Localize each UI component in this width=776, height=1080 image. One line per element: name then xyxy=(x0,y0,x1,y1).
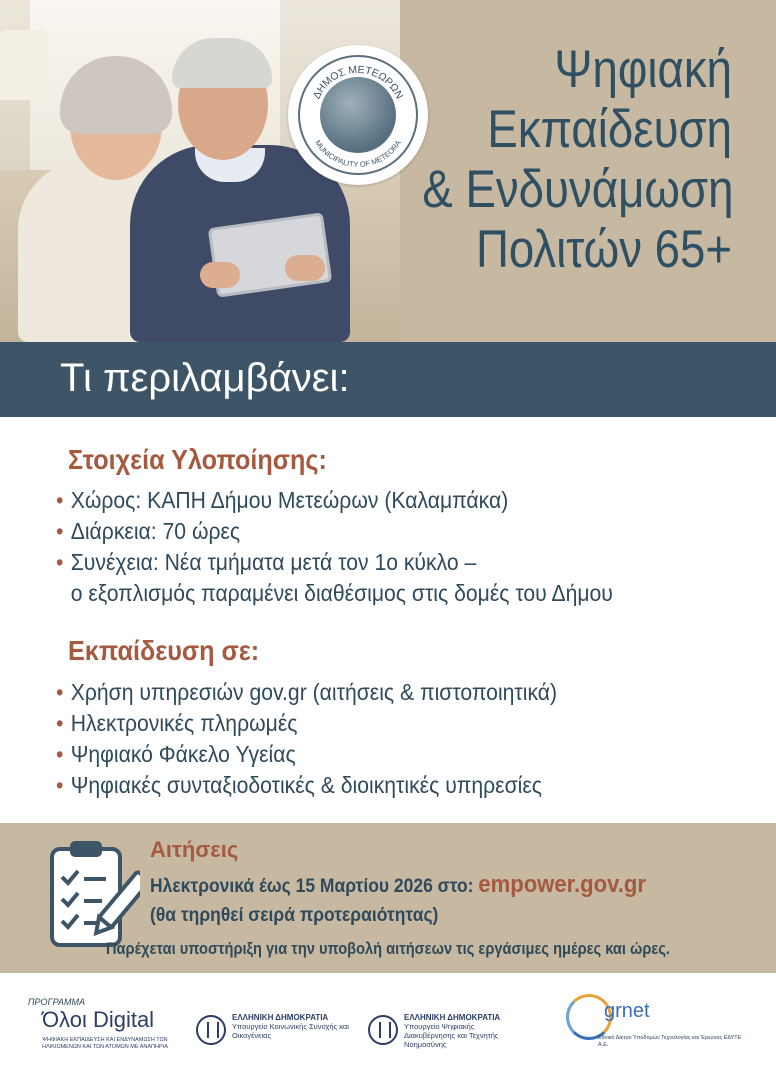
greek-emblem-icon xyxy=(368,1015,398,1045)
list-item: • Ηλεκτρονικές πληρωμές xyxy=(56,708,557,739)
clipboard-icon xyxy=(44,837,140,955)
svg-text:ΔΗΜΟΣ ΜΕΤΕΩΡΩΝ xyxy=(311,64,406,101)
title-line-3: & Ενδυνάμωση xyxy=(422,160,734,219)
empower-link[interactable]: empower.gov.gr xyxy=(478,871,646,898)
title-line-2: Εκπαίδευση xyxy=(487,100,732,159)
program-subtitle: ΨΗΦΙΑΚΗ ΕΚΠΑΙΔΕΥΣΗ ΚΑΙ ΕΝΔΥΝΑΜΩΣΗ ΤΩΝ ΗΛΙΚΙΩΜΕΝΩΝ ΚΑΙ ΤΩΝ ΑΤΟΜΩΝ ΜΕ ΑΝΑΠΗΡΙΑ xyxy=(42,1037,168,1050)
priority-note: (θα τηρηθεί σειρά προτεραιότητας) xyxy=(150,905,439,926)
applications-deadline: Ηλεκτρονικά έως 15 Μαρτίου 2026 στο: empower.gov.gr xyxy=(150,871,646,898)
title-line-1: Ψηφιακή xyxy=(554,40,732,99)
list-item: • Χρήση υπηρεσιών gov.gr (αιτήσεις & πιστοποιητικά) xyxy=(56,677,557,708)
seal-bottom-text: MUNICIPALITY OF METEORA xyxy=(313,138,403,170)
hero-section xyxy=(0,0,776,342)
list-item: • Χώρος: ΚΑΠΗ Δήμου Μετεώρων (Καλαμπάκα) xyxy=(56,485,613,516)
grnet-logo: grnet xyxy=(604,1000,650,1022)
oloi-digital-logo: Όλοι Digital xyxy=(42,1007,155,1032)
list-item: • Συνέχεια: Νέα τμήματα μετά τον 1ο κύκλο – ο εξοπλισμός παραμένει διαθέσιμος στις δομές του Δήμου xyxy=(56,547,613,609)
grnet-subtitle: Εθνικό Δίκτυο Υποδομών Τεχνολογίας και Έρευνας ΕΔΥΤΕ Α.Ε. xyxy=(598,1035,742,1048)
municipality-seal xyxy=(288,45,428,185)
list-item: • Διάρκεια: 70 ώρες xyxy=(56,516,613,547)
title-line-4: Πολιτών 65+ xyxy=(475,220,732,279)
page-title xyxy=(422,40,732,280)
list-item: • Ψηφιακές συνταξιοδοτικές & διοικητικές υπηρεσίες xyxy=(56,770,557,801)
program-label: ΠΡΟΓΡΑΜΜΑ xyxy=(28,997,85,1007)
ministry-social-cohesion: ΕΛΛΗΝΙΚΗ ΔΗΜΟΚΡΑΤΙΑ Υπουργείο Κοινωνικής Συνοχής και Οικογένειας xyxy=(232,1013,349,1040)
training-list xyxy=(56,677,601,801)
includes-band xyxy=(0,342,776,417)
applications-heading: Αιτήσεις xyxy=(150,837,239,862)
seal-top-text: ΔΗΜΟΣ ΜΕΤΕΩΡΩΝ xyxy=(310,63,406,102)
ministry-digital-governance: ΕΛΛΗΝΙΚΗ ΔΗΜΟΚΡΑΤΙΑ Υπουργείο Ψηφιακής Διακυβέρνησης και Τεχνητής Νοημοσύνης xyxy=(404,1013,501,1049)
greek-emblem-icon xyxy=(196,1015,226,1045)
implementation-list xyxy=(56,485,661,609)
svg-text:MUNICIPALITY OF METEORA xyxy=(313,138,403,169)
sponsor-logos xyxy=(0,973,776,1080)
includes-heading: Τι περιλαμβάνει: xyxy=(60,356,350,400)
list-item: • Ψηφιακό Φάκελο Υγείας xyxy=(56,739,557,770)
content-section xyxy=(0,417,776,823)
applications-section xyxy=(0,823,776,973)
training-heading: Εκπαίδευση σε: xyxy=(68,635,260,666)
implementation-heading: Στοιχεία Υλοποίησης: xyxy=(68,444,327,475)
support-note: Παρέχεται υποστήριξη για την υποβολή αιτήσεων τις εργάσιμες ημέρες και ώρες. xyxy=(105,939,670,958)
